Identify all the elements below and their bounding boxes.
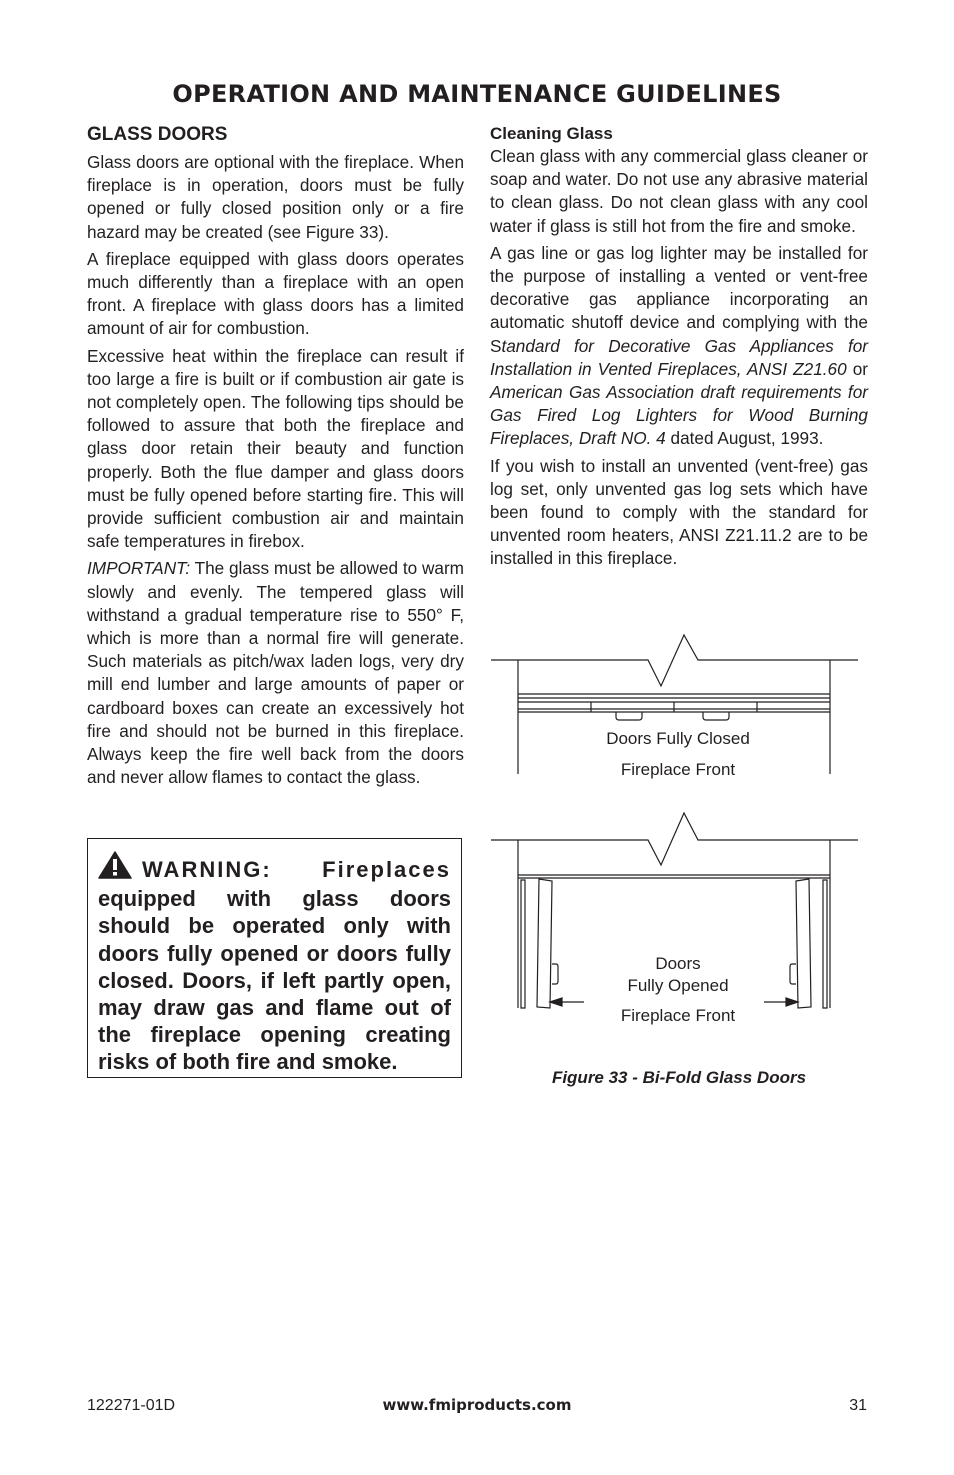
label-doors: Doors: [655, 954, 701, 973]
standards-date: dated August, 1993.: [665, 428, 824, 449]
warning-triangle-icon: [98, 851, 132, 885]
section-heading-glass-doors: GLASS DOORS: [87, 124, 228, 145]
warning-box: [87, 838, 462, 1078]
paragraph-standards: [490, 242, 868, 451]
standard-aga-title: American Gas Association draft requirements for Gas Fired Log Lighters for Wood Burning Fireplaces, Draft NO. 4: [490, 382, 868, 449]
label-fully-opened: Fully Opened: [627, 976, 729, 995]
figure-bi-fold-doors: [488, 630, 860, 1040]
standard-ansi-title: tandard for Decorative Gas Appliances for Installation in Vented Fireplaces, ANSI Z21.60: [490, 335, 868, 379]
section-heading-cleaning-glass: Cleaning Glass: [490, 124, 613, 143]
paragraph: Glass doors are optional with the fireplace. When fireplace is in operation, doors must be fully opened or fully closed position only or a fire hazard may be created (see Figure 33).: [87, 152, 464, 242]
important-text: The glass must be allowed to warm slowly and evenly. The tempered glass will withstand a gradual temperature rise to 550° F, which is more than a normal fire will generate. Such materials as pitch/wax laden logs, very dry mill end lumber and large amounts of paper or cardboard boxes can create an excessively hot fire and should not be burned in this fireplace. Always keep the fire well back from the doors and never allow flames to contact the glass.: [87, 558, 464, 788]
paragraph-important: [87, 557, 464, 789]
footer-website-link[interactable]: www.fmiproducts.com: [382, 1396, 572, 1414]
figure-caption: Figure 33 - Bi-Fold Glass Doors: [551, 1068, 807, 1087]
warning-body: equipped with glass doors should be operated only with doors fully opened or doors fully closed. Doors, if left partly open, may draw gas and flame out of the fireplace opening creating risks of both fire and smoke.: [98, 886, 451, 1075]
warning-lead: WARNING: Fireplaces: [142, 857, 451, 882]
label-doors-fully-closed: Doors Fully Closed: [606, 729, 750, 748]
page-number: 31: [849, 1397, 867, 1414]
right-column: [490, 123, 868, 575]
footer-doc-number: 122271-01D: [87, 1397, 176, 1414]
standards-text: A gas line or gas log lighter may be installed for the purpose of installing a vented or vent-free decorative gas appliance incorporating an automatic shutoff device and complying with the S: [490, 242, 868, 356]
page-title: OPERATION AND MAINTENANCE GUIDELINES: [172, 80, 782, 108]
left-column: [87, 123, 464, 793]
important-label: IMPORTANT:: [87, 558, 191, 579]
paragraph: Excessive heat within the fireplace can result if too large a fire is built or if combustion air gate is not completely open. The following tips should be followed to assure that both the fireplace and glass door retain their beauty and function properly. Both the flue damper and glass doors must be fully opened before starting fire. This will provide sufficient combustion air and maintain safe temperatures in firebox.: [87, 345, 464, 552]
closed-doors-drawing: [491, 635, 858, 774]
paragraph: A fireplace equipped with glass doors operates much differently than a fireplace with an open front. A fireplace with glass doors has a limited amount of air for combustion.: [87, 248, 464, 339]
warning-text: [98, 851, 451, 1076]
label-fireplace-front-opened: Fireplace Front: [620, 1006, 736, 1025]
paragraph: If you wish to install an unvented (vent-free) gas log set, only unvented gas log sets which have been found to comply with the standard for unvented room heaters, ANSI Z21.11.2 are to be installed in this fireplace.: [490, 455, 868, 569]
paragraph: Clean glass with any commercial glass cleaner or soap and water. Do not use any abrasive material to clean glass. Do not clean glass with any cool water if glass is still hot from the fire and smoke.: [490, 146, 868, 236]
label-fireplace-front-closed: Fireplace Front: [620, 760, 736, 779]
standards-connector: or: [846, 358, 869, 379]
